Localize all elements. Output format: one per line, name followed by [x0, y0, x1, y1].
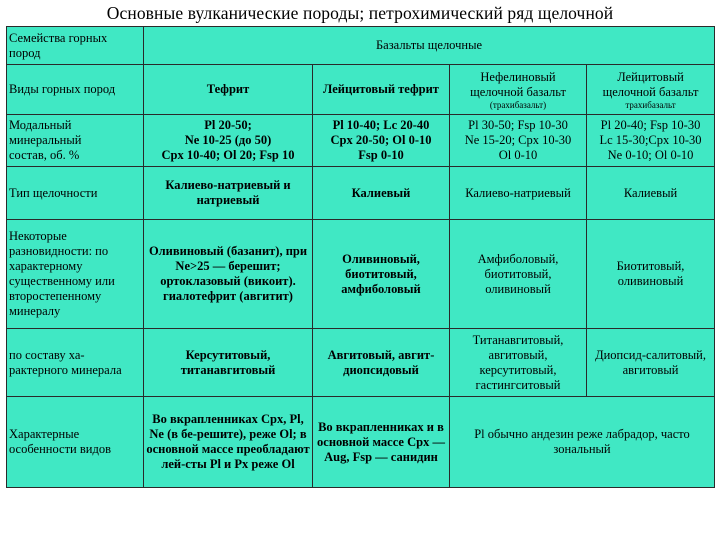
row-alkalinity	[7, 167, 715, 220]
modal-label	[7, 115, 144, 167]
modal-c1-line1: Pl 20-50;	[204, 118, 252, 132]
alkalinity-leucite-basalt: Калиевый	[587, 167, 715, 220]
modal-c2-line3: Fsp 0-10	[358, 148, 404, 162]
modal-c3-line1: Pl 30-50; Fsp 10-30	[468, 118, 568, 132]
leucite-line2: щелочной базальт	[602, 84, 699, 99]
modal-c4-line2: Lc 15-30;Cpx 10-30	[599, 133, 702, 147]
composition-label: по составу ха-рактерного минерала	[7, 329, 144, 397]
features-label: Характерные особенности видов	[7, 397, 144, 488]
type-leucite-basalt	[587, 65, 715, 115]
varieties-nepheline-basalt: Амфиболовый, биотитовый, оливиновый	[450, 220, 587, 329]
composition-leucite-tephrite: Авгитовый, авгит-диопсидовый	[313, 329, 450, 397]
modal-nepheline-basalt	[450, 115, 587, 167]
modal-c4-line3: Ne 0-10; Ol 0-10	[607, 148, 694, 162]
modal-label-line3: состав, об. %	[9, 148, 80, 162]
composition-nepheline-basalt: Титанавгитовый, авгитовый, керсутитовый, гастингситовый	[450, 329, 587, 397]
types-label: Виды горных пород	[7, 65, 144, 115]
alkalinity-tephrite: Калиево-натриевый и натриевый	[144, 167, 313, 220]
volcanic-rocks-table	[6, 26, 715, 488]
type-nepheline-basalt	[450, 65, 587, 115]
modal-label-line1: Модальный	[9, 118, 72, 132]
row-modal	[7, 115, 715, 167]
composition-leucite-basalt: Диопсид-салитовый, авгитовый	[587, 329, 715, 397]
modal-c2-line2: Cpx 20-50; Ol 0-10	[330, 133, 432, 147]
alkalinity-leucite-tephrite: Калиевый	[313, 167, 450, 220]
varieties-label: Некоторые разновидности: по характерному существенному или второстепенному минералу	[7, 220, 144, 329]
alkalinity-nepheline-basalt: Калиево-натриевый	[450, 167, 587, 220]
type-tephrite: Тефрит	[144, 65, 313, 115]
varieties-leucite-tephrite: Оливиновый, биотитовый, амфиболовый	[313, 220, 450, 329]
modal-tephrite	[144, 115, 313, 167]
leucite-sub: трахибазальт	[625, 99, 676, 110]
composition-tephrite: Керсутитовый, титанавгитовый	[144, 329, 313, 397]
page-title: Основные вулканические породы; петрохимический ряд щелочной	[106, 3, 614, 23]
modal-c2-line1: Pl 10-40; Lc 20-40	[332, 118, 430, 132]
type-leucite-tephrite: Лейцитовый тефрит	[313, 65, 450, 115]
leucite-line1: Лейцитовый	[617, 69, 684, 84]
modal-c1-line3: Cpx 10-40; Ol 20; Fsp 10	[161, 148, 295, 162]
features-tephrite: Во вкрапленниках Cpx, Pl, Ne (в бе-решите), реже Ol; в основной массе преобладают лей-сты Pl и Px реже Ol	[144, 397, 313, 488]
varieties-leucite-basalt: Биотитовый, оливиновый	[587, 220, 715, 329]
row-composition	[7, 329, 715, 397]
row-features	[7, 397, 715, 488]
nepheline-line1: Нефелиновый	[480, 69, 556, 84]
alkalinity-label: Тип щелочности	[7, 167, 144, 220]
features-leucite-tephrite: Во вкрапленниках и в основной массе Cpx — Aug, Fsp — санидин	[313, 397, 450, 488]
family-value: Базальты щелочные	[144, 27, 715, 65]
modal-leucite-basalt	[587, 115, 715, 167]
row-family	[7, 27, 715, 65]
modal-leucite-tephrite	[313, 115, 450, 167]
modal-label-line2: минеральный	[9, 133, 82, 147]
family-label: Семейства горных пород	[7, 27, 144, 65]
modal-c1-line2: Ne 10-25 (до 50)	[184, 133, 272, 147]
varieties-tephrite: Оливиновый (базанит), при Ne>25 — берешит; ортоклазовый (викоит). гиалотефрит (авгитит)	[144, 220, 313, 329]
features-basalts: Pl обычно андезин реже лабрадор, часто зональный	[450, 397, 715, 488]
row-varieties	[7, 220, 715, 329]
nepheline-line2: щелочной базальт	[470, 84, 566, 99]
row-types	[7, 65, 715, 115]
modal-c3-line3: Ol 0-10	[498, 148, 538, 162]
modal-c3-line2: Ne 15-20; Cpx 10-30	[464, 133, 572, 147]
modal-c4-line1: Pl 20-40; Fsp 10-30	[600, 118, 701, 132]
nepheline-sub: (трахибазальт)	[489, 99, 547, 110]
